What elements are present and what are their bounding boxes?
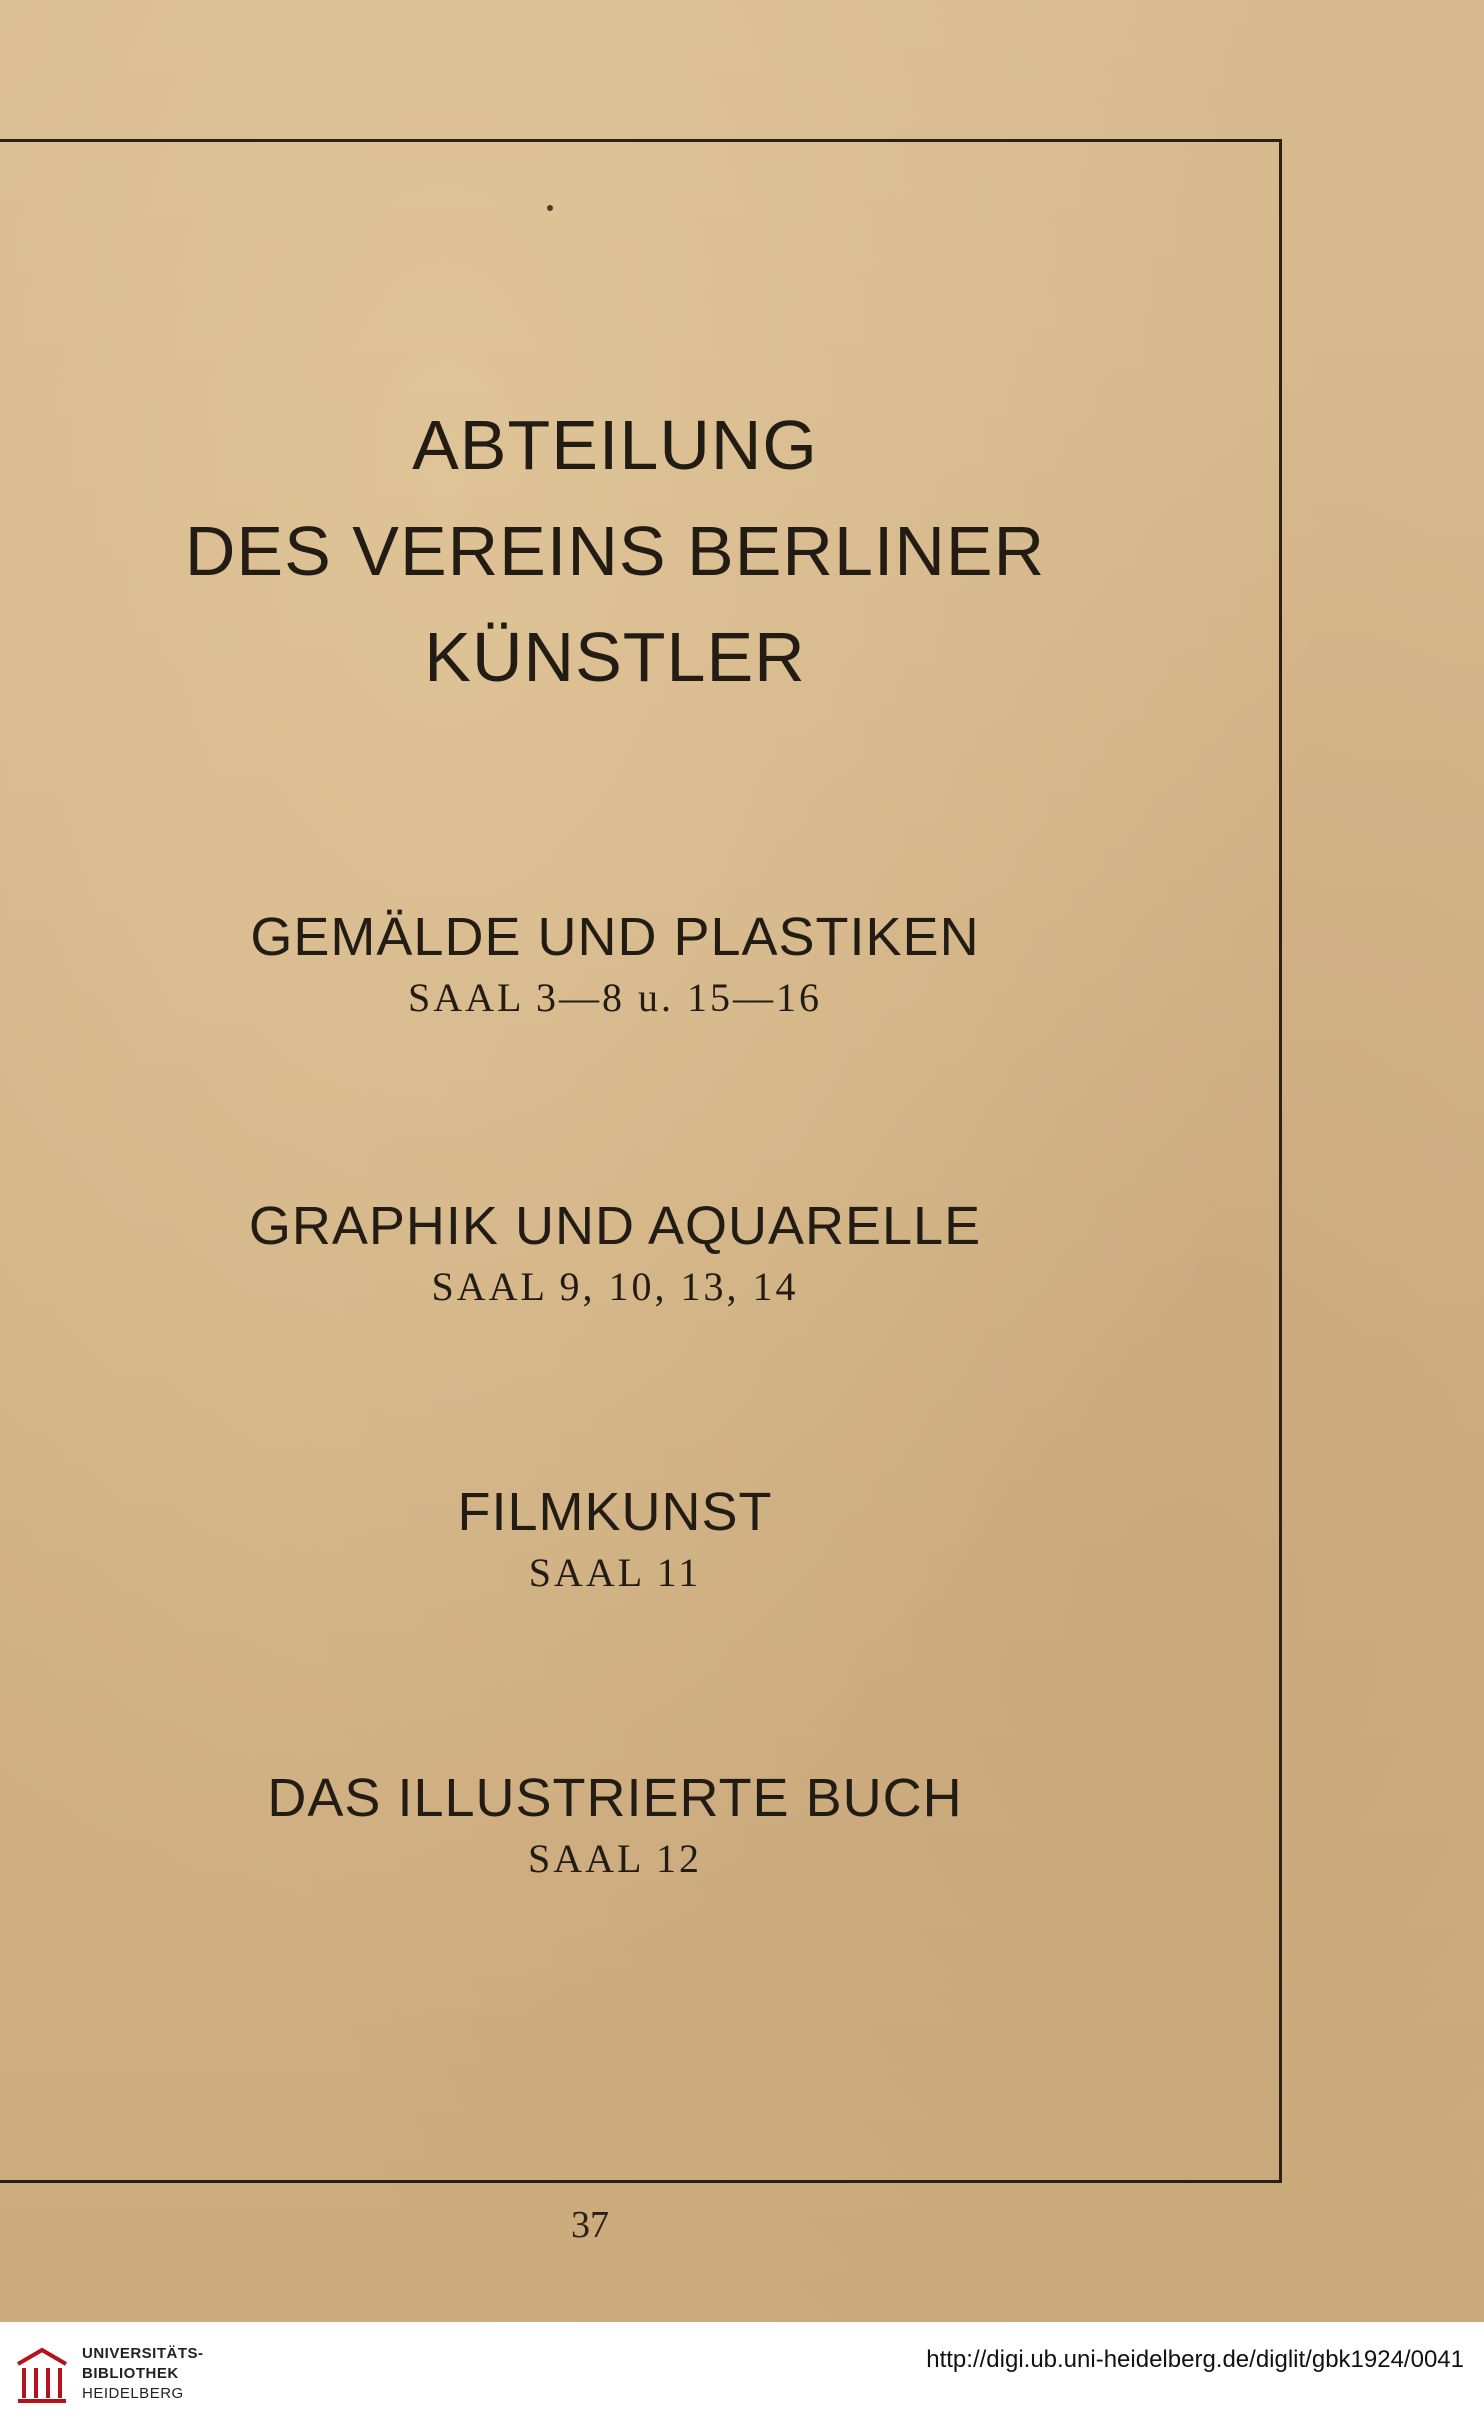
section-room: SAAL 9, 10, 13, 14 — [431, 1264, 799, 1309]
digitization-footer — [0, 2322, 1484, 2429]
section-heading: GEMÄLDE UND PLASTIKEN — [250, 907, 980, 967]
section-heading: FILMKUNST — [457, 1482, 773, 1542]
title-line-3: KÜNSTLER — [424, 618, 806, 696]
source-url[interactable]: http://digi.ub.uni-heidelberg.de/diglit/gbk1924/0041 — [926, 2346, 1464, 2373]
library-logo[interactable] — [14, 2344, 204, 2404]
section-illustrated-book — [0, 1765, 1230, 1887]
section-room: SAAL 12 — [528, 1836, 702, 1881]
section-room: SAAL 11 — [528, 1550, 702, 1595]
library-name-line-2: BIBLIOTHEK — [82, 2365, 179, 2382]
section-graphics — [0, 1193, 1230, 1315]
paper-speck — [547, 205, 553, 211]
library-logo-icon — [14, 2344, 70, 2404]
title-line-2: DES VEREINS BERLINER — [184, 512, 1046, 590]
section-film — [0, 1479, 1230, 1601]
section-heading: DAS ILLUSTRIERTE BUCH — [267, 1768, 963, 1828]
title-block — [0, 392, 1230, 710]
library-name-line-1: UNIVERSITÄTS- — [82, 2345, 204, 2362]
library-name-line-3: HEIDELBERG — [82, 2385, 184, 2402]
title-line-1: ABTEILUNG — [412, 406, 818, 484]
page-number: 37 — [571, 2204, 609, 2246]
section-heading: GRAPHIK UND AQUARELLE — [248, 1196, 982, 1256]
section-paintings — [0, 904, 1230, 1026]
section-room: SAAL 3—8 u. 15—16 — [408, 975, 822, 1020]
library-name — [82, 2344, 204, 2404]
